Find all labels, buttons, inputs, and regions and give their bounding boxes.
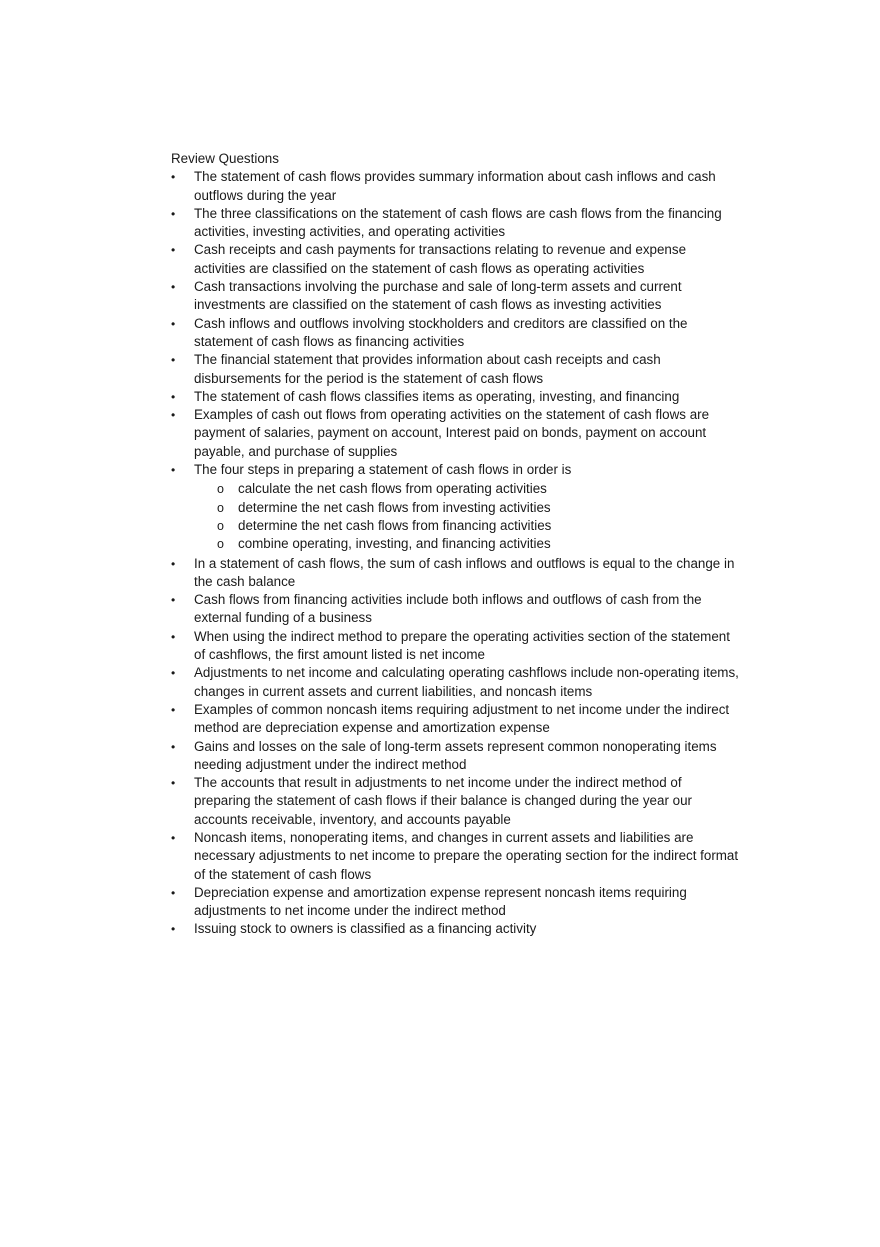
sub-list-item-text: combine operating, investing, and financing activities [238, 536, 551, 552]
list-item-text: When using the indirect method to prepare the operating activities section of the statement of cashflows, the first amount listed is net income [194, 628, 730, 663]
list-item-text: The accounts that result in adjustments to net income under the indirect method of preparing the statement of cash flows if their balance is changed during the year our accounts receivable, inventory, and accounts payable [194, 775, 692, 827]
list-item [171, 628, 741, 665]
list-item-text: Depreciation expense and amortization expense represent noncash items requiring adjustments to net income under the indirect method [194, 884, 687, 919]
list-item-text: Cash flows from financing activities include both inflows and outflows of cash from the external funding of a business [194, 592, 702, 626]
hollow-bullet-icon: o [217, 500, 224, 515]
list-item [171, 829, 741, 884]
list-item-text: The four steps in preparing a statement of cash flows in order is [194, 462, 572, 478]
hollow-bullet-icon: o [217, 537, 224, 552]
list-item [171, 920, 741, 938]
list-item [171, 388, 741, 406]
sub-list-item [194, 535, 741, 553]
list-item [171, 774, 741, 829]
bullet-icon: • [171, 463, 176, 478]
list-item-text: Adjustments to net income and calculating operating cashflows include non-operating items, changes in current assets and current liabilities, and noncash items [194, 665, 739, 699]
sub-list-item [194, 517, 741, 535]
bullet-icon: • [171, 206, 176, 221]
list-item [171, 168, 741, 205]
hollow-bullet-icon: o [217, 482, 224, 497]
review-questions-list [171, 168, 741, 938]
list-item [171, 406, 741, 461]
bullet-icon: • [171, 280, 176, 295]
sub-list-item [194, 480, 741, 498]
list-item-text: Examples of cash out flows from operating activities on the statement of cash flows are payment of salaries, payment on account, Interest paid on bonds, payment on account payable, and purchase of supplies [194, 407, 710, 459]
list-item [171, 461, 741, 553]
list-item-text: Gains and losses on the sale of long-term assets represent common nonoperating items needing adjustment under the indirect method [194, 738, 717, 772]
list-item-text: The three classifications on the statement of cash flows are cash flows from the financing activities, investing activities, and operating activities [194, 205, 722, 240]
list-item [171, 315, 741, 352]
list-item [171, 555, 741, 592]
list-item-text: In a statement of cash flows, the sum of cash inflows and outflows is equal to the change in the cash balance [194, 555, 735, 589]
bullet-icon: • [171, 666, 176, 681]
page-heading: Review Questions [171, 151, 279, 166]
bullet-icon: • [171, 243, 176, 258]
document-page [171, 150, 741, 939]
bullet-icon: • [171, 316, 176, 331]
list-item-text: Cash transactions involving the purchase and sale of long-term assets and current investments are classified on the statement of cash flows as investing activities [194, 279, 682, 313]
sub-list-item-text: calculate the net cash flows from operating activities [238, 481, 547, 497]
bullet-icon: • [171, 830, 176, 845]
list-item-text: Cash receipts and cash payments for transactions relating to revenue and expense activities are classified on the statement of cash flows as operating activities [194, 242, 687, 276]
list-item [171, 241, 741, 278]
list-item-text: Examples of common noncash items requiring adjustment to net income under the indirect method are depreciation expense and amortization expense [194, 701, 730, 736]
list-item-text: Cash inflows and outflows involving stockholders and creditors are classified on the statement of cash flows as financing activities [194, 315, 688, 349]
list-item [171, 884, 741, 921]
bullet-icon: • [171, 593, 176, 608]
bullet-icon: • [171, 922, 176, 937]
list-item [171, 351, 741, 388]
sub-list-item-text: determine the net cash flows from financing activities [238, 517, 552, 533]
sub-list [194, 480, 741, 553]
bullet-icon: • [171, 556, 176, 571]
list-item-text: The financial statement that provides information about cash receipts and cash disbursements for the period is the statement of cash flows [194, 352, 661, 386]
bullet-icon: • [171, 629, 176, 644]
list-item [171, 738, 741, 775]
list-item [171, 664, 741, 701]
list-item-text: The statement of cash flows classifies items as operating, investing, and financing [194, 388, 680, 404]
list-item [171, 205, 741, 242]
list-item [171, 591, 741, 628]
bullet-icon: • [171, 353, 176, 368]
sub-list-item-text: determine the net cash flows from investing activities [238, 499, 551, 515]
bullet-icon: • [171, 739, 176, 754]
bullet-icon: • [171, 776, 176, 791]
bullet-icon: • [171, 408, 176, 423]
list-item-text: Issuing stock to owners is classified as a financing activity [194, 921, 537, 937]
bullet-icon: • [171, 702, 176, 717]
list-item [171, 701, 741, 738]
list-item [171, 278, 741, 315]
sub-list-item [194, 499, 741, 517]
list-item-text: Noncash items, nonoperating items, and changes in current assets and liabilities are necessary adjustments to net income to prepare the operating section for the indirect format of the statement of cash flows [194, 829, 739, 882]
bullet-icon: • [171, 885, 176, 900]
hollow-bullet-icon: o [217, 518, 224, 533]
bullet-icon: • [171, 389, 176, 404]
bullet-icon: • [171, 170, 176, 185]
list-item-text: The statement of cash flows provides summary information about cash inflows and cash outflows during the year [194, 169, 716, 203]
